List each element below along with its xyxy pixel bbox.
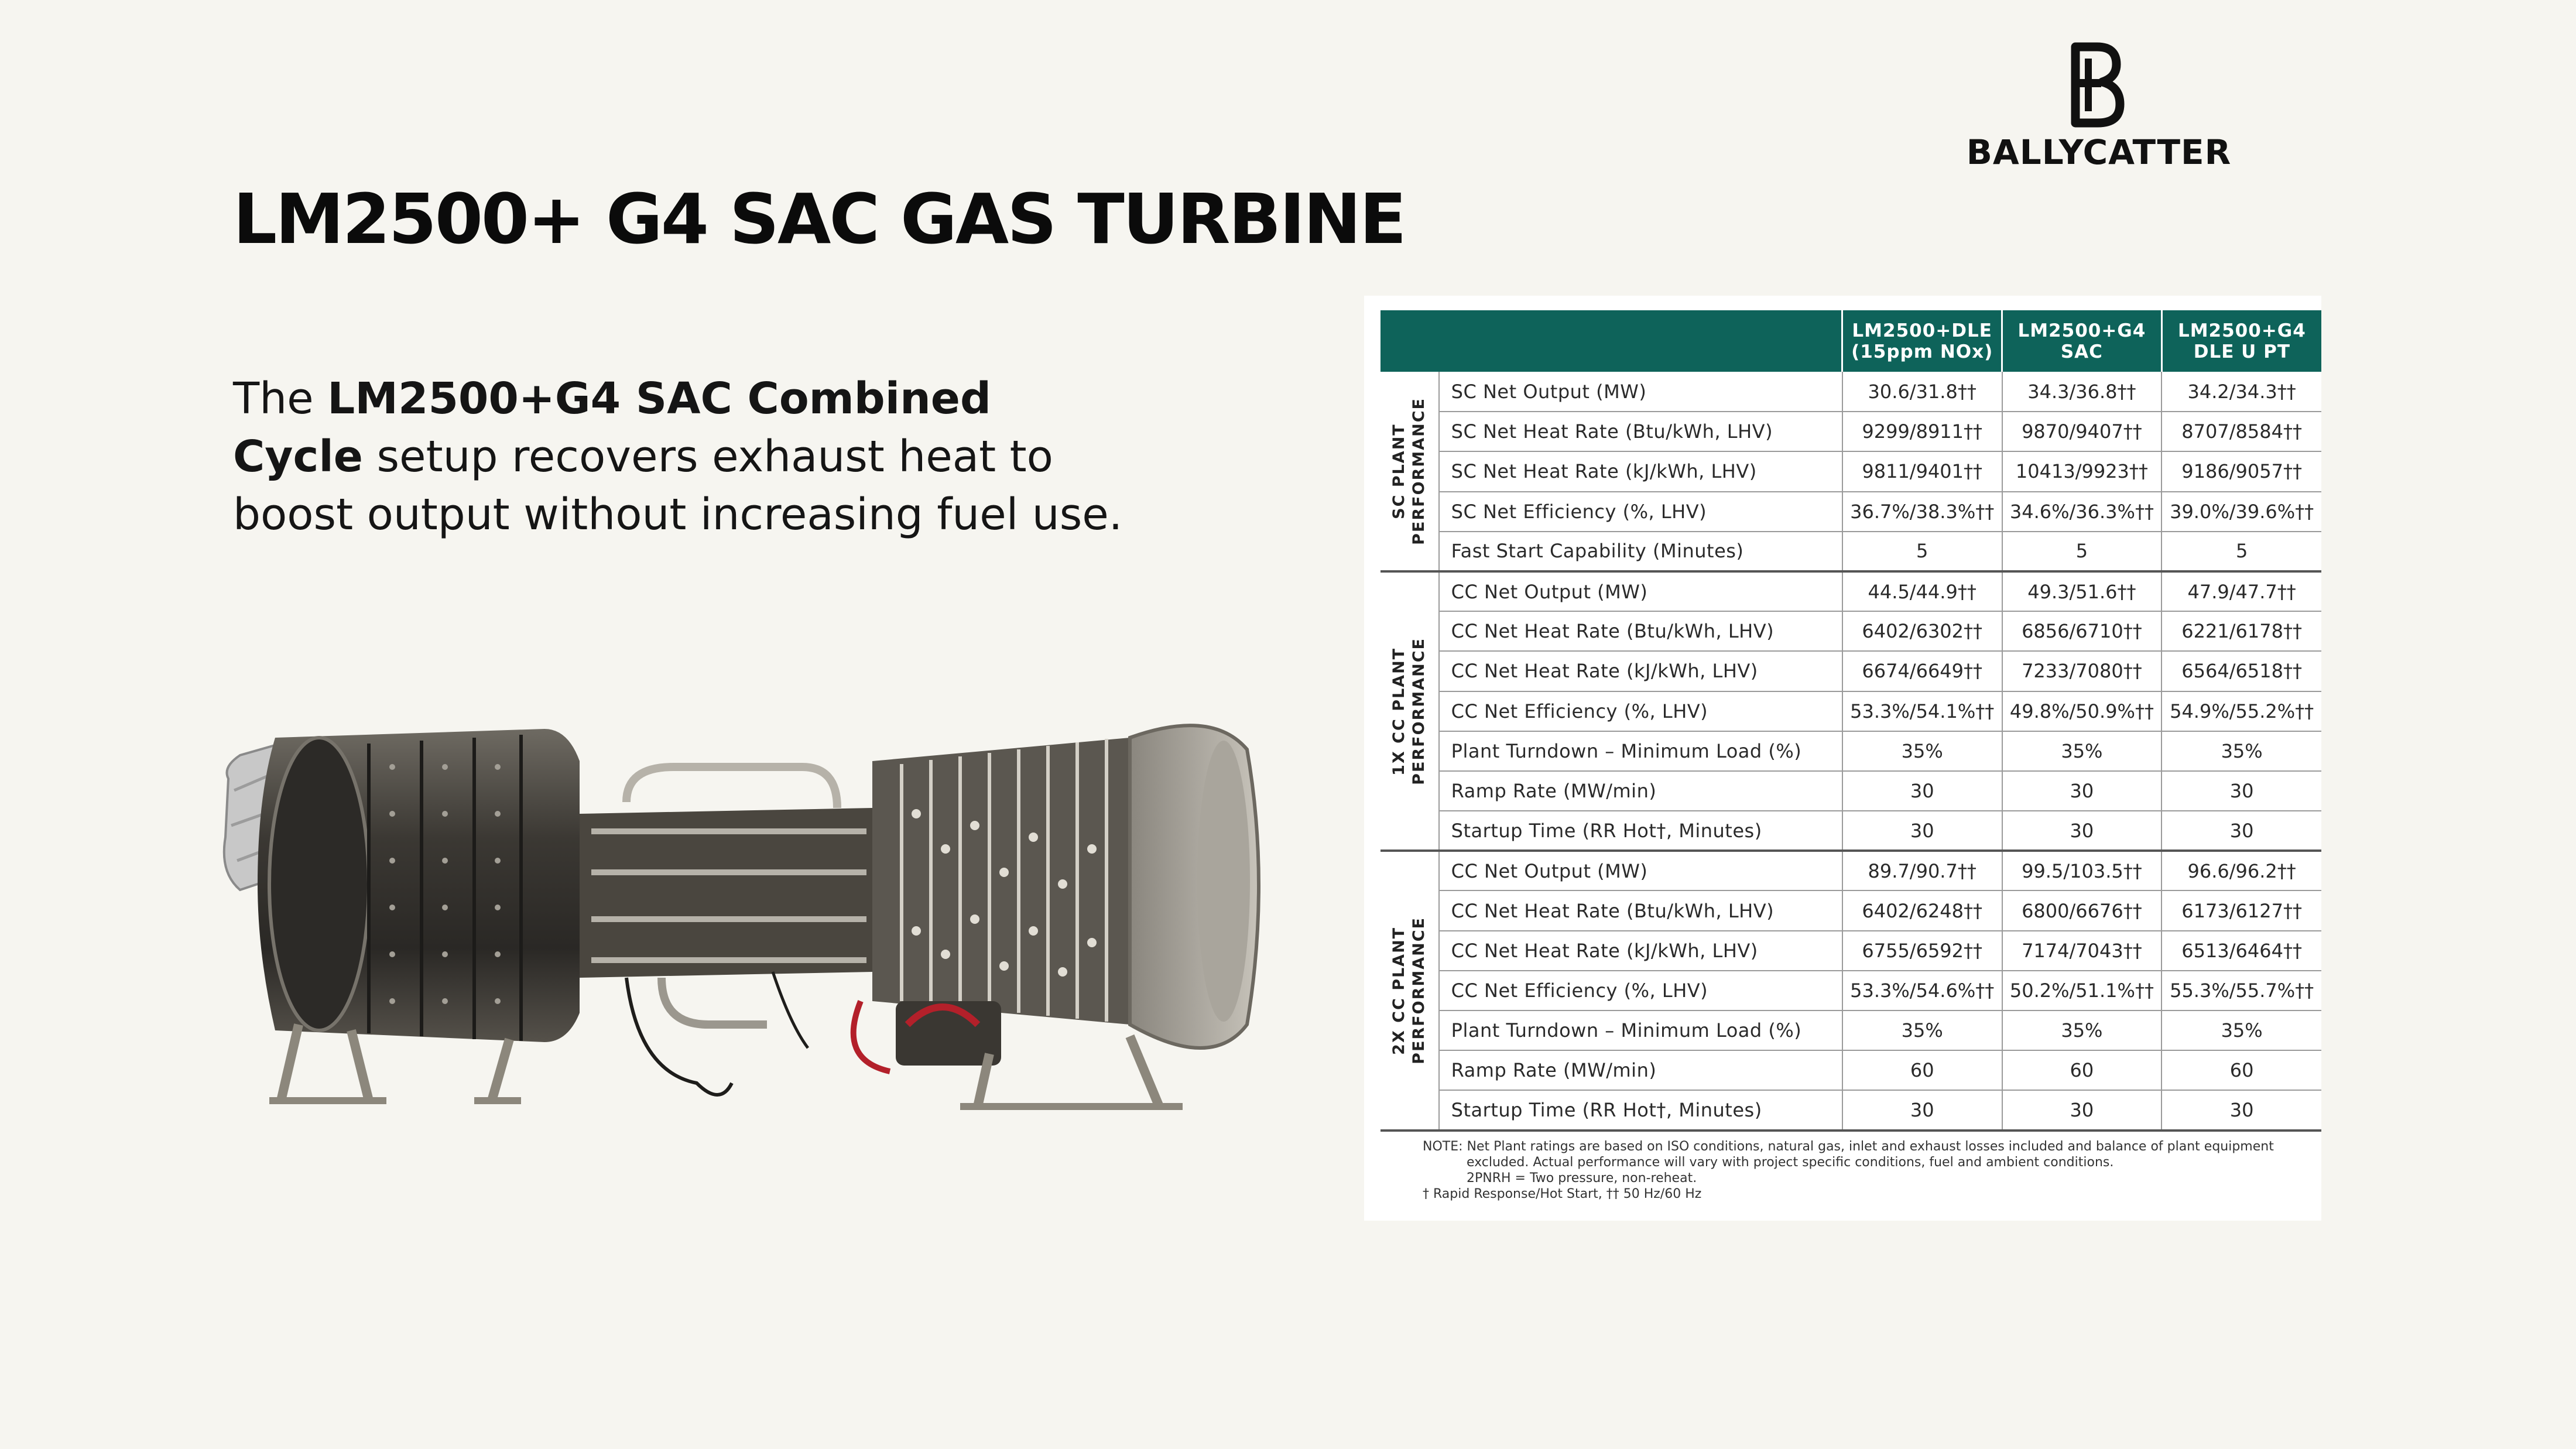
row-value: 36.7%/38.3%†† bbox=[1842, 492, 2002, 532]
row-value: 35% bbox=[1842, 1010, 2002, 1050]
row-value: 30 bbox=[1842, 811, 2002, 851]
table-row bbox=[1381, 931, 2321, 971]
table-row bbox=[1381, 731, 2321, 771]
row-value: 60 bbox=[2002, 1050, 2162, 1090]
row-label: Fast Start Capability (Minutes) bbox=[1439, 532, 1842, 571]
row-value: 6800/6676†† bbox=[2002, 890, 2162, 930]
row-value: 6755/6592†† bbox=[1842, 931, 2002, 971]
row-value: 50.2%/51.1%†† bbox=[2002, 971, 2162, 1010]
note-line: 2PNRH = Two pressure, non-reheat. bbox=[1467, 1171, 1697, 1186]
table-row bbox=[1381, 1050, 2321, 1090]
table-row bbox=[1381, 1090, 2321, 1130]
row-value: 6513/6464†† bbox=[2161, 931, 2321, 971]
ballycatter-b-mark-icon bbox=[2065, 41, 2129, 129]
table-row bbox=[1381, 691, 2321, 731]
row-label: Ramp Rate (MW/min) bbox=[1439, 771, 1842, 811]
row-value: 5 bbox=[1842, 532, 2002, 571]
row-value: 34.2/34.3†† bbox=[2161, 372, 2321, 412]
row-value: 9811/9401†† bbox=[1842, 451, 2002, 491]
table-row bbox=[1381, 771, 2321, 811]
row-label: SC Net Output (MW) bbox=[1439, 372, 1842, 412]
row-value: 5 bbox=[2002, 532, 2162, 571]
row-value: 49.8%/50.9%†† bbox=[2002, 691, 2162, 731]
column-header: LM2500+DLE (15ppm NOx) bbox=[1842, 310, 2002, 372]
table-row bbox=[1381, 890, 2321, 930]
row-value: 60 bbox=[1842, 1050, 2002, 1090]
intro-prefix: The bbox=[233, 374, 328, 424]
row-value: 30 bbox=[2002, 1090, 2162, 1130]
row-value: 44.5/44.9†† bbox=[1842, 571, 2002, 611]
section-group-label: 2X CC PLANT PERFORMANCE bbox=[1381, 851, 1439, 1130]
row-value: 99.5/103.5†† bbox=[2002, 851, 2162, 890]
spec-table bbox=[1381, 310, 2321, 1132]
row-value: 6402/6302†† bbox=[1842, 611, 2002, 651]
row-value: 9186/9057†† bbox=[2161, 451, 2321, 491]
header-blank-cell bbox=[1381, 310, 1842, 372]
row-label: Plant Turndown – Minimum Load (%) bbox=[1439, 1010, 1842, 1050]
row-value: 9299/8911†† bbox=[1842, 412, 2002, 451]
row-value: 47.9/47.7†† bbox=[2161, 571, 2321, 611]
row-value: 55.3%/55.7%†† bbox=[2161, 971, 2321, 1010]
page-title: LM2500+ G4 SAC GAS TURBINE bbox=[233, 179, 1405, 259]
row-value: 30 bbox=[2002, 771, 2162, 811]
row-value: 30 bbox=[1842, 1090, 2002, 1130]
row-value: 6674/6649†† bbox=[1842, 651, 2002, 691]
row-value: 35% bbox=[2161, 731, 2321, 771]
row-value: 8707/8584†† bbox=[2161, 412, 2321, 451]
row-value: 34.6%/36.3%†† bbox=[2002, 492, 2162, 532]
table-row bbox=[1381, 532, 2321, 571]
row-value: 53.3%/54.1%†† bbox=[1842, 691, 2002, 731]
row-label: CC Net Heat Rate (kJ/kWh, LHV) bbox=[1439, 931, 1842, 971]
table-row bbox=[1381, 811, 2321, 851]
row-value: 53.3%/54.6%†† bbox=[1842, 971, 2002, 1010]
row-value: 7174/7043†† bbox=[2002, 931, 2162, 971]
table-row bbox=[1381, 971, 2321, 1010]
row-value: 30 bbox=[1842, 771, 2002, 811]
table-row bbox=[1381, 611, 2321, 651]
note-line: † Rapid Response/Hot Start, †† 50 Hz/60 Hz bbox=[1423, 1187, 1702, 1201]
table-row bbox=[1381, 1010, 2321, 1050]
section-group-label: 1X CC PLANT PERFORMANCE bbox=[1381, 571, 1439, 851]
row-label: Plant Turndown – Minimum Load (%) bbox=[1439, 731, 1842, 771]
spec-table-notes bbox=[1423, 1139, 2301, 1202]
row-value: 7233/7080†† bbox=[2002, 651, 2162, 691]
row-label: CC Net Output (MW) bbox=[1439, 851, 1842, 890]
row-label: CC Net Efficiency (%, LHV) bbox=[1439, 971, 1842, 1010]
row-label: SC Net Heat Rate (kJ/kWh, LHV) bbox=[1439, 451, 1842, 491]
table-row bbox=[1381, 851, 2321, 890]
row-label: CC Net Heat Rate (Btu/kWh, LHV) bbox=[1439, 890, 1842, 930]
row-label: CC Net Efficiency (%, LHV) bbox=[1439, 691, 1842, 731]
column-header: LM2500+G4 DLE U PT bbox=[2161, 310, 2321, 372]
intro-paragraph bbox=[233, 370, 1123, 544]
section-group-label: SC PLANT PERFORMANCE bbox=[1381, 372, 1439, 571]
column-header: LM2500+G4 SAC bbox=[2002, 310, 2162, 372]
row-label: CC Net Heat Rate (Btu/kWh, LHV) bbox=[1439, 611, 1842, 651]
row-value: 30 bbox=[2161, 811, 2321, 851]
logo-text: BALLYCATTER bbox=[1966, 132, 2232, 172]
row-label: Startup Time (RR Hot†, Minutes) bbox=[1439, 811, 1842, 851]
table-row bbox=[1381, 492, 2321, 532]
row-value: 96.6/96.2†† bbox=[2161, 851, 2321, 890]
row-value: 5 bbox=[2161, 532, 2321, 571]
table-row bbox=[1381, 451, 2321, 491]
intro-rest: setup recovers exhaust heat to boost output without increasing fuel use. bbox=[233, 431, 1123, 540]
row-value: 30 bbox=[2161, 771, 2321, 811]
ballycatter-logo bbox=[1961, 41, 2236, 176]
spec-table-header-row bbox=[1381, 310, 2321, 372]
row-value: 6173/6127†† bbox=[2161, 890, 2321, 930]
row-value: 35% bbox=[2161, 1010, 2321, 1050]
table-row bbox=[1381, 412, 2321, 451]
row-label: SC Net Efficiency (%, LHV) bbox=[1439, 492, 1842, 532]
row-value: 10413/9923†† bbox=[2002, 451, 2162, 491]
row-value: 49.3/51.6†† bbox=[2002, 571, 2162, 611]
table-row bbox=[1381, 372, 2321, 412]
row-value: 30.6/31.8†† bbox=[1842, 372, 2002, 412]
table-row bbox=[1381, 571, 2321, 611]
row-label: CC Net Heat Rate (kJ/kWh, LHV) bbox=[1439, 651, 1842, 691]
row-label: Ramp Rate (MW/min) bbox=[1439, 1050, 1842, 1090]
row-value: 35% bbox=[1842, 731, 2002, 771]
row-value: 6564/6518†† bbox=[2161, 651, 2321, 691]
row-value: 30 bbox=[2002, 811, 2162, 851]
row-value: 39.0%/39.6%†† bbox=[2161, 492, 2321, 532]
row-value: 54.9%/55.2%†† bbox=[2161, 691, 2321, 731]
row-value: 60 bbox=[2161, 1050, 2321, 1090]
row-label: SC Net Heat Rate (Btu/kWh, LHV) bbox=[1439, 412, 1842, 451]
row-value: 89.7/90.7†† bbox=[1842, 851, 2002, 890]
row-value: 6221/6178†† bbox=[2161, 611, 2321, 651]
row-value: 35% bbox=[2002, 731, 2162, 771]
intro-bold-product: LM2500+G4 SAC Combined Cycle bbox=[233, 374, 991, 482]
row-label: Startup Time (RR Hot†, Minutes) bbox=[1439, 1090, 1842, 1130]
table-row bbox=[1381, 651, 2321, 691]
row-value: 6856/6710†† bbox=[2002, 611, 2162, 651]
note-line: NOTE: Net Plant ratings are based on ISO conditions, natural gas, inlet and exhaust losses included and balance of plant equipment bbox=[1423, 1139, 2274, 1154]
row-value: 35% bbox=[2002, 1010, 2162, 1050]
row-value: 9870/9407†† bbox=[2002, 412, 2162, 451]
row-label: CC Net Output (MW) bbox=[1439, 571, 1842, 611]
row-value: 30 bbox=[2161, 1090, 2321, 1130]
spec-table-panel bbox=[1364, 296, 2321, 1221]
row-value: 34.3/36.8†† bbox=[2002, 372, 2162, 412]
turbine-illustration bbox=[217, 697, 1270, 1118]
note-line: excluded. Actual performance will vary with project specific conditions, fuel and ambient conditions. bbox=[1467, 1155, 2114, 1170]
row-value: 6402/6248†† bbox=[1842, 890, 2002, 930]
